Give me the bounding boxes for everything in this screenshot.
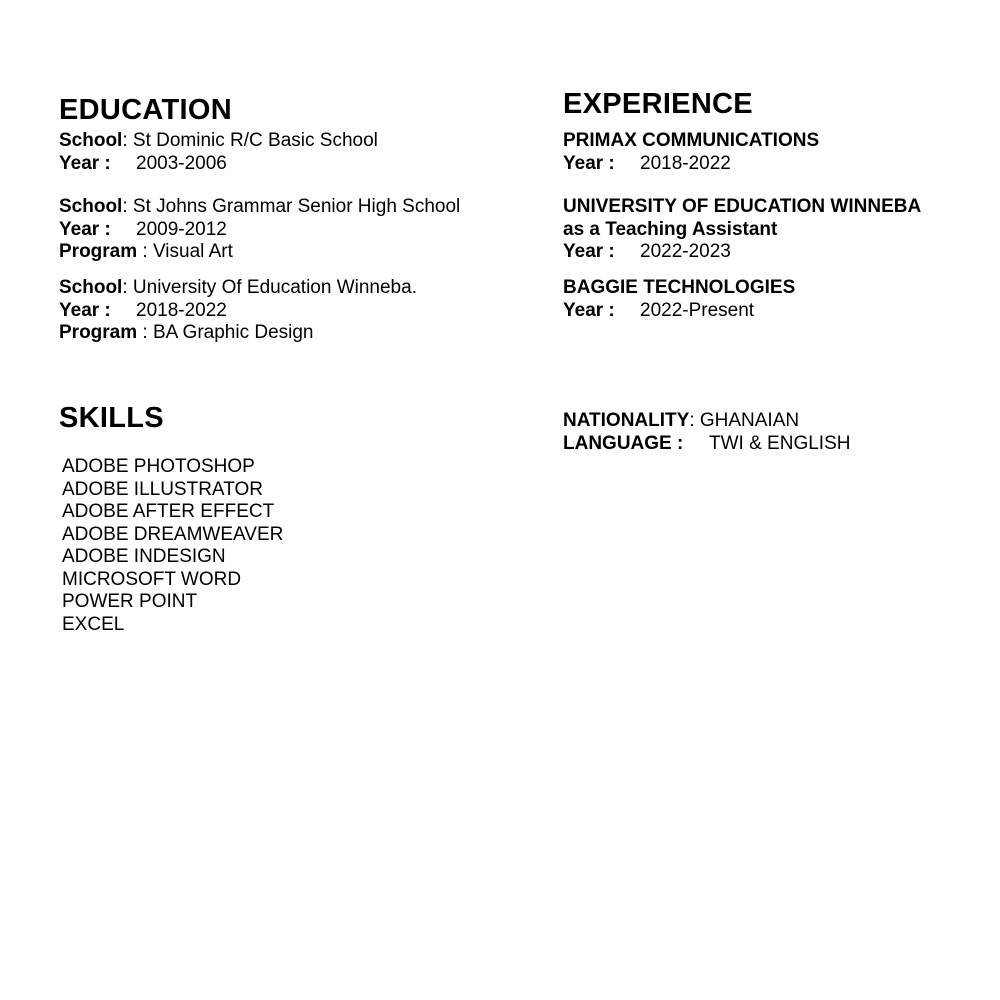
language-value: TWI & ENGLISH (709, 433, 851, 454)
program-value: : Visual Art (137, 241, 233, 262)
program-label: Program (59, 241, 138, 262)
skill-item: MICROSOFT WORD (62, 568, 242, 590)
experience-role-2: as a Teaching Assistant (563, 219, 778, 240)
year-value: 2018-2022 (640, 153, 731, 174)
education-program-3 (59, 322, 314, 345)
school-label: School (59, 277, 123, 298)
school-label: School (59, 130, 123, 151)
year-value: 2022-2023 (640, 241, 731, 262)
experience-company-3: BAGGIE TECHNOLOGIES (563, 277, 796, 298)
education-year-3 (59, 300, 459, 323)
nationality-value: : GHANAIAN (689, 410, 800, 431)
year-value: 2022-Present (640, 300, 755, 321)
year-label: Year : (59, 219, 111, 240)
education-heading: EDUCATION (59, 94, 232, 126)
year-value: 2003-2006 (136, 153, 227, 174)
education-school-2 (59, 196, 460, 219)
nationality-label: NATIONALITY (563, 410, 690, 431)
education-school-1 (59, 130, 378, 153)
skill-item: ADOBE PHOTOSHOP (62, 456, 255, 477)
skill-item: ADOBE INDESIGN (62, 546, 226, 567)
year-value: 2018-2022 (136, 300, 227, 321)
school-value: : St Johns Grammar Senior High School (122, 196, 461, 217)
skill-item: EXCEL (62, 613, 125, 635)
education-school-3 (59, 277, 417, 300)
program-label: Program (59, 322, 138, 343)
school-value: : St Dominic R/C Basic School (122, 130, 378, 151)
year-label: Year : (563, 241, 615, 262)
experience-company-1: PRIMAX COMMUNICATIONS (563, 130, 820, 151)
year-label: Year : (563, 153, 615, 174)
education-program-2 (59, 241, 233, 264)
experience-year-1 (563, 153, 963, 176)
experience-year-2 (563, 241, 963, 264)
education-year-1 (59, 153, 459, 176)
year-value: 2009-2012 (136, 219, 227, 240)
school-value: : University Of Education Winneba. (122, 277, 417, 298)
experience-heading: EXPERIENCE (563, 88, 753, 120)
nationality-line (563, 410, 799, 433)
language-label: LANGUAGE : (563, 433, 684, 454)
year-label: Year : (59, 300, 111, 321)
skills-heading: SKILLS (59, 402, 164, 434)
experience-year-3 (563, 300, 963, 323)
skill-item: ADOBE DREAMWEAVER (62, 523, 284, 545)
skill-item: ADOBE AFTER EFFECT (62, 501, 275, 522)
program-value: : BA Graphic Design (137, 322, 314, 343)
skill-item: ADOBE ILLUSTRATOR (62, 478, 263, 500)
school-label: School (59, 196, 123, 217)
skill-item: POWER POINT (62, 591, 198, 612)
year-label: Year : (563, 300, 615, 321)
year-label: Year : (59, 153, 111, 174)
skills-list (62, 456, 283, 636)
experience-company-2: UNIVERSITY OF EDUCATION WINNEBA (563, 196, 922, 217)
education-year-2 (59, 219, 459, 242)
language-line (563, 433, 963, 456)
